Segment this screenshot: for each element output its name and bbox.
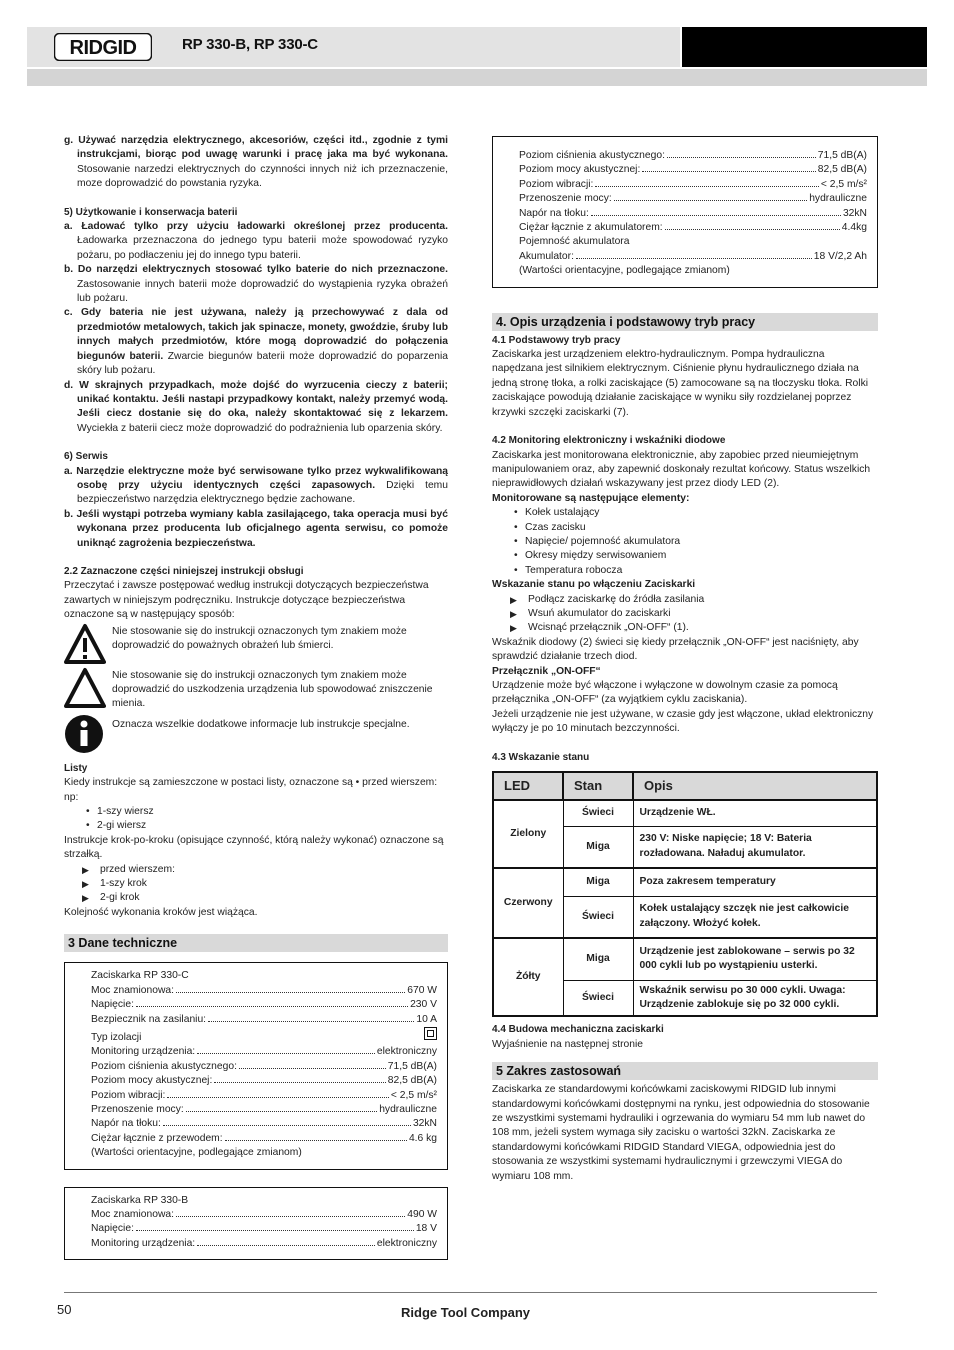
info-row: Oznacza wszelkie dodatkowe informacje lub instrukcje specjalne. [64,712,448,756]
led-color-cell: Żółty [493,938,563,1016]
brand-text: RIDGID [69,37,137,59]
switch-text-1: Urządzenie może być włączone i wyłączone w dowolnym czasie za pomocą przełącznika „ON-OFF“ (za wyjątkiem cyklu zaciskania). [492,680,838,706]
monitor-item: • Napięcie/ pojemność akumulatora [492,535,878,549]
monitor-item: • Okresy między serwisowaniem [492,549,878,563]
steps-text: Instrukcje krok-po-kroku (opisujące czynność, którą należy wykonać) oznaczone są strzałką. [64,834,444,861]
spec-row: Przenoszenie mocy: hydrauliczne [519,193,867,205]
table-row [493,800,877,826]
startup-step: ▶ Podłącz zaciskarkę do źródła zasilania [492,593,878,607]
spec-row: Poziom mocy akustycznej: 82,5 dB(A) [91,1075,437,1087]
switch-text-2: Jeżeli urządzenie nie jest używane, w czasie gdy jest włączone, układ elektroniczny wyłączy je po 10 minutach bezczynności. [492,708,874,735]
section-2-2-title: 2.2 Zaznaczone części niniejszej instrukcji obsługi [64,565,304,577]
item-5c: c. Gdy bateria nie jest używana, należy ją przechowywać z dala od przedmiotów metalowych, takich jak spinacze, monety, gwoździe, śruby lub innych małych przedmiotów, które mogą doprowadzić do połączenia biegunów baterii. Zwarcie biegunów baterii może doprowadzić do poparzenia skóry lub pożaru. [64,307,448,377]
led-desc-cell: Wskaźnik serwisu po 30 000 cykli. Uwaga: Urządzenie zablokuje się po 32 000 cykli. [633,980,877,1016]
item-6a: a. Narzędzie elektryczne może być serwisowane tylko przez wykwalifikowaną osobę przy użyciu identycznych części zapasowych. Dzięki temu bezpieczeństwo narzędzia elektrycznego będzie zachowane. [64,465,448,506]
item-5d: d. W skrajnych przypadkach, może dojść do wyrzucenia cieczy z baterii; unikać kontaktu. Jeśli nastapi przypadkowy kontakt, należy przemyć wodą. Jeśli ciecz dostanie się do oka, należy skontaktować się z lekarzem. Wyciekła z baterii ciecz może doprowadzić do podrażnienia lub oparzenia skóry. [64,379,448,434]
item-5b: b. Do narzędzi elektrycznych stosować tylko baterie do nich przeznaczone. Zastosowanie innych baterii może doprowadzić do wystąpienia ryzyka obrażeń lub pożaru. [64,264,448,305]
spec-row: Ciężar łącznie z przewodem: 4.6 kg [91,1132,437,1144]
startup-step: ▶ Wsuń akumulator do zaciskarki [492,607,878,621]
led-desc-cell: Urządzenie jest zablokowane – serwis po 32 000 cykli lub po wystąpieniu usterki. [633,938,877,980]
list-item: • 1-szy wiersz [64,805,448,819]
step-item: ▶ 2-gi krok [64,891,448,905]
header-black-block [682,27,927,67]
led-desc-cell: 230 V: Niske napięcie; 18 V: Bateria rozładowana. Naładuj akumulator. [633,826,877,868]
spec-row: Poziom ciśnienia akustycznego: 71,5 dB(A) [519,150,867,161]
spec-row: Akumulator: 18 V/2,2 Ah [519,250,867,262]
tech-box-330b: Zaciskarka RP 330-B Moc znamionowa: 490 W Napięcie: 18 V Monitoring urządzenia: elektroniczny [64,1187,448,1261]
monitor-item: • Czas zacisku [492,521,878,535]
lists-text: Kiedy instrukcje są zamieszczone w postaci listy, oznaczone są • przed wierszem: np: [64,777,438,803]
switch-title: Przełącznik „ON-OFF“ [492,665,601,677]
info-icon [64,712,106,756]
lists-title: Listy [64,762,88,774]
section-3-title: 3 Dane techniczne [64,934,448,952]
steps-end: Kolejność wykonania kroków jest wiążąca. [64,906,258,918]
startup-step: ▶ Wcisnąć przełącznik „ON-OFF“ (1). [492,621,878,635]
led-state-cell: Miga [563,938,633,980]
section-4-title: 4. Opis urządzenia i podstawowy tryb pracy [492,313,878,331]
tech-box-330b-cont: Poziom ciśnienia akustycznego: 71,5 dB(A) Poziom mocy akustycznej: 82,5 dB(A) Poziom wibracji: < 2,5 m/s² Przenoszenie mocy: hydrauliczne Napór na tłoku: 32kN Ciężar łącznie z akumulatorem: 4.4kg Pojemność akumulatora Akumulator: 18 V/2,2 Ah (Wartości orientacyjne, podlegające zmianom) [492,136,878,288]
footer-rule [64,1292,877,1293]
step-item: ▶ przed wierszem: [64,863,448,877]
item-5a: a. Ładować tylko przy użyciu ładowarki określonej przez producenta. Ładowarka przeznaczona do jednego typu baterii może spowodować ryzyko pożaru, po podłaczeniu jej do innego typu baterii. [64,221,448,261]
led-desc-cell: Kołek ustalający szczęk nie jest całkowicie załączony. Włożyć kołek. [633,896,877,938]
led-state-cell: Świeci [563,896,633,938]
spec-row: Przenoszenie mocy: hydrauliczne [91,1103,437,1115]
tech-box-330c: Zaciskarka RP 330-C Moc znamionowa: 670 W Napięcie: 230 V Bezpiecznik na zasilaniu: 10 A Typ izolacji Monitoring urządzenia: elektroniczny Poziom ciśnienia akustycznego: 71,5 dB(A) Poziom mocy akustycznej: 82,5 dB(A) Poziom wibracji: < 2,5 m/s² Przenoszenie mocy: hydrauliczne Napór na tłoku: 32kN Ciężar łącznie z przewodem: 4.6 kg (Wartości orientacyjne, podlegające zmianom) [64,962,448,1169]
spec-row: Monitoring urządzenia: elektroniczny [91,1237,437,1249]
table-row [493,938,877,980]
led-desc-cell: Urządzenie WŁ. [633,800,877,826]
item-g: g. Używać narzędzia elektrycznego, akcesoriów, części itd., zgodnie z tymi instrukcjami, biorąc pod uwagę warunki i pracę jaka ma być wykonana. Stosowanie narzedzi elektrycznych do czynności innych niż ich przeznaczenie, moze doprowadzić do powstania ryzyka. [64,135,448,190]
section-4-4-title: 4.4 Budowa mechaniczna zaciskarki [492,1024,664,1036]
spec-row: Poziom mocy akustycznej: 82,5 dB(A) [519,164,867,176]
company-name: Ridge Tool Company [401,1305,531,1320]
led-state-cell: Miga [563,868,633,896]
section-4-3-title: 4.3 Wskazanie stanu [492,751,590,763]
section-4-1-text: Zaciskarka jest urządzeniem elektro-hydraulicznym. Pompa hydrauliczna napędzana jest silnikiem elektrycznym. Ciśnienie płynu hydraulicznego działa na jedną stronę tłoka, a rolki zaciskające (5) zamocowane są na tłoczysku tłoka. Rolki zaciskające powodują działanie zaciskające w wyniku siły rozdzielanej poprzez krzywki szczęki zaciskarki (7). [492,349,869,418]
spec-row: Poziom wibracji: < 2,5 m/s² [519,178,867,190]
led-col-header: LED [493,772,563,800]
spec-row: Napięcie: 230 V [91,999,437,1011]
section-4-4-text: Wyjaśnienie na następnej stronie [492,1038,644,1050]
spec-row: Bezpiecznik na zasilaniu: 10 A [91,1013,437,1025]
section-4-2-title: 4.2 Monitoring elektroniczny i wskaźniki diodowe [492,435,726,447]
spec-row: Moc znamionowa: 490 W [91,1208,437,1220]
led-color-cell: Czerwony [493,868,563,938]
right-column [492,136,878,1184]
warning-exclamation-icon [64,623,106,667]
spec-row: Poziom ciśnienia akustycznego: 71,5 dB(A) [91,1060,437,1072]
startup-title: Wskazanie stanu po włączeniu Zaciskarki [492,579,696,591]
section-4-2-text: Zaciskarka jest monitorowana elektronicznie, aby zapobiec przed nieumiejętnym manipulowaniem oraz, aby zapewnić doskonały rezultat końcowy. Status wszelkich nieprawidłowych działań wskazywany jest przez diody LED (2). [492,449,871,490]
left-column [64,134,448,1260]
item-6b: b. Jeśli wystąpi potrzeba wymiany kabla zasilającego, taka operacja musi być wykonana przez producenta lub oficjalnego agenta serwisu, co pomoże uniknąć zagrożenia bezpieczeństwa. [64,508,448,549]
led-state-cell: Miga [563,826,633,868]
spec-row: Moc znamionowa: 670 W [91,984,437,996]
spec-row: Napór na tłoku: 32kN [91,1118,437,1130]
table-row [493,868,877,896]
led-state-cell: Świeci [563,800,633,826]
section-6-title: 6) Serwis [64,451,108,463]
spec-row: Poziom wibracji: < 2,5 m/s² [91,1089,437,1101]
step-item: ▶ 1-szy krok [64,877,448,891]
spec-row: Napięcie: 18 V [91,1223,437,1235]
led-color-cell: Zielony [493,800,563,868]
warning-triangle-icon [64,667,106,711]
section-5-title: 5) Użytkowanie i konserwacja baterii [64,206,238,218]
warning-row-2: Nie stosowanie się do instrukcji oznaczonych tym znakiem może doprowadzić do uszkodzenia urządzenia lub spowodować zniszczenie mienia. [64,667,448,712]
led-state-cell: Świeci [563,980,633,1016]
led-status-table [492,771,878,1017]
list-item: • 2-gi wiersz [64,819,448,833]
spec-row: Monitoring urządzenia: elektroniczny [91,1046,437,1058]
state-col-header: Stan [563,772,633,800]
spec-row: Napór na tłoku: 32kN [519,207,867,219]
ridgid-logo [54,33,152,61]
page-number: 50 [57,1302,72,1317]
monitor-title: Monitorowane są następujące elementy: [492,492,690,504]
desc-col-header: Opis [633,772,877,800]
spec-row: Typ izolacji [91,1027,437,1045]
section-5-applications-title: 5 Zakres zastosowań [492,1062,878,1080]
led-desc-cell: Poza zakresem temperatury [633,868,877,896]
spec-row: Ciężar łącznie z akumulatorem: 4.4kg [519,222,867,234]
section-5-applications-text: Zaciskarka ze standardowymi końcówkami zaciskowymi RIDGID lub innymi standardowymi końcówkami dostępnymi na rynku, jest odpowiednia do stosowanie ze wszystkimi systemami hydrauliki i ogrzewania do wymiaru 54 mm lub nawet do 108 mm, jeżeli system wymaga siły zacisku o wartości 32kN. Zaciskarka ze standardowymi końcówkami RIDGID Standard VIEGA, odpowiednia jest do stosowania ze wszystkimi systemami hydraulicznymi i grzewczymi VIEGA do wymiaru 108 mm. [492,1084,870,1182]
model-title: RP 330-B, RP 330-C [182,36,318,53]
section-4-1-title: 4.1 Podstawowy tryb pracy [492,334,621,346]
warning-row-1: Nie stosowanie się do instrukcji oznaczonych tym znakiem może doprowadzić do poważnych obrażeń lub śmierci. [64,623,448,667]
header-strip [27,69,927,86]
section-2-2-text: Przeczytać i zawsze postępować według instrukcji dotyczących bezpieczeństwa zawartych w niniejszym podręczniku. Instrukcje dotyczące bezpieczeństwa oznaczone są w następujący sposób: [64,580,429,621]
monitor-item: • Temperatura robocza [492,564,878,578]
double-insulation-icon [424,1027,437,1040]
diode-text: Wskaźnik diodowy (2) świeci się kiedy przełącznik „ON-OFF“ jest naciśnięty, aby sprawdzić działanie trzech diod. [492,636,859,663]
monitor-item: • Kołek ustalający [492,506,878,520]
